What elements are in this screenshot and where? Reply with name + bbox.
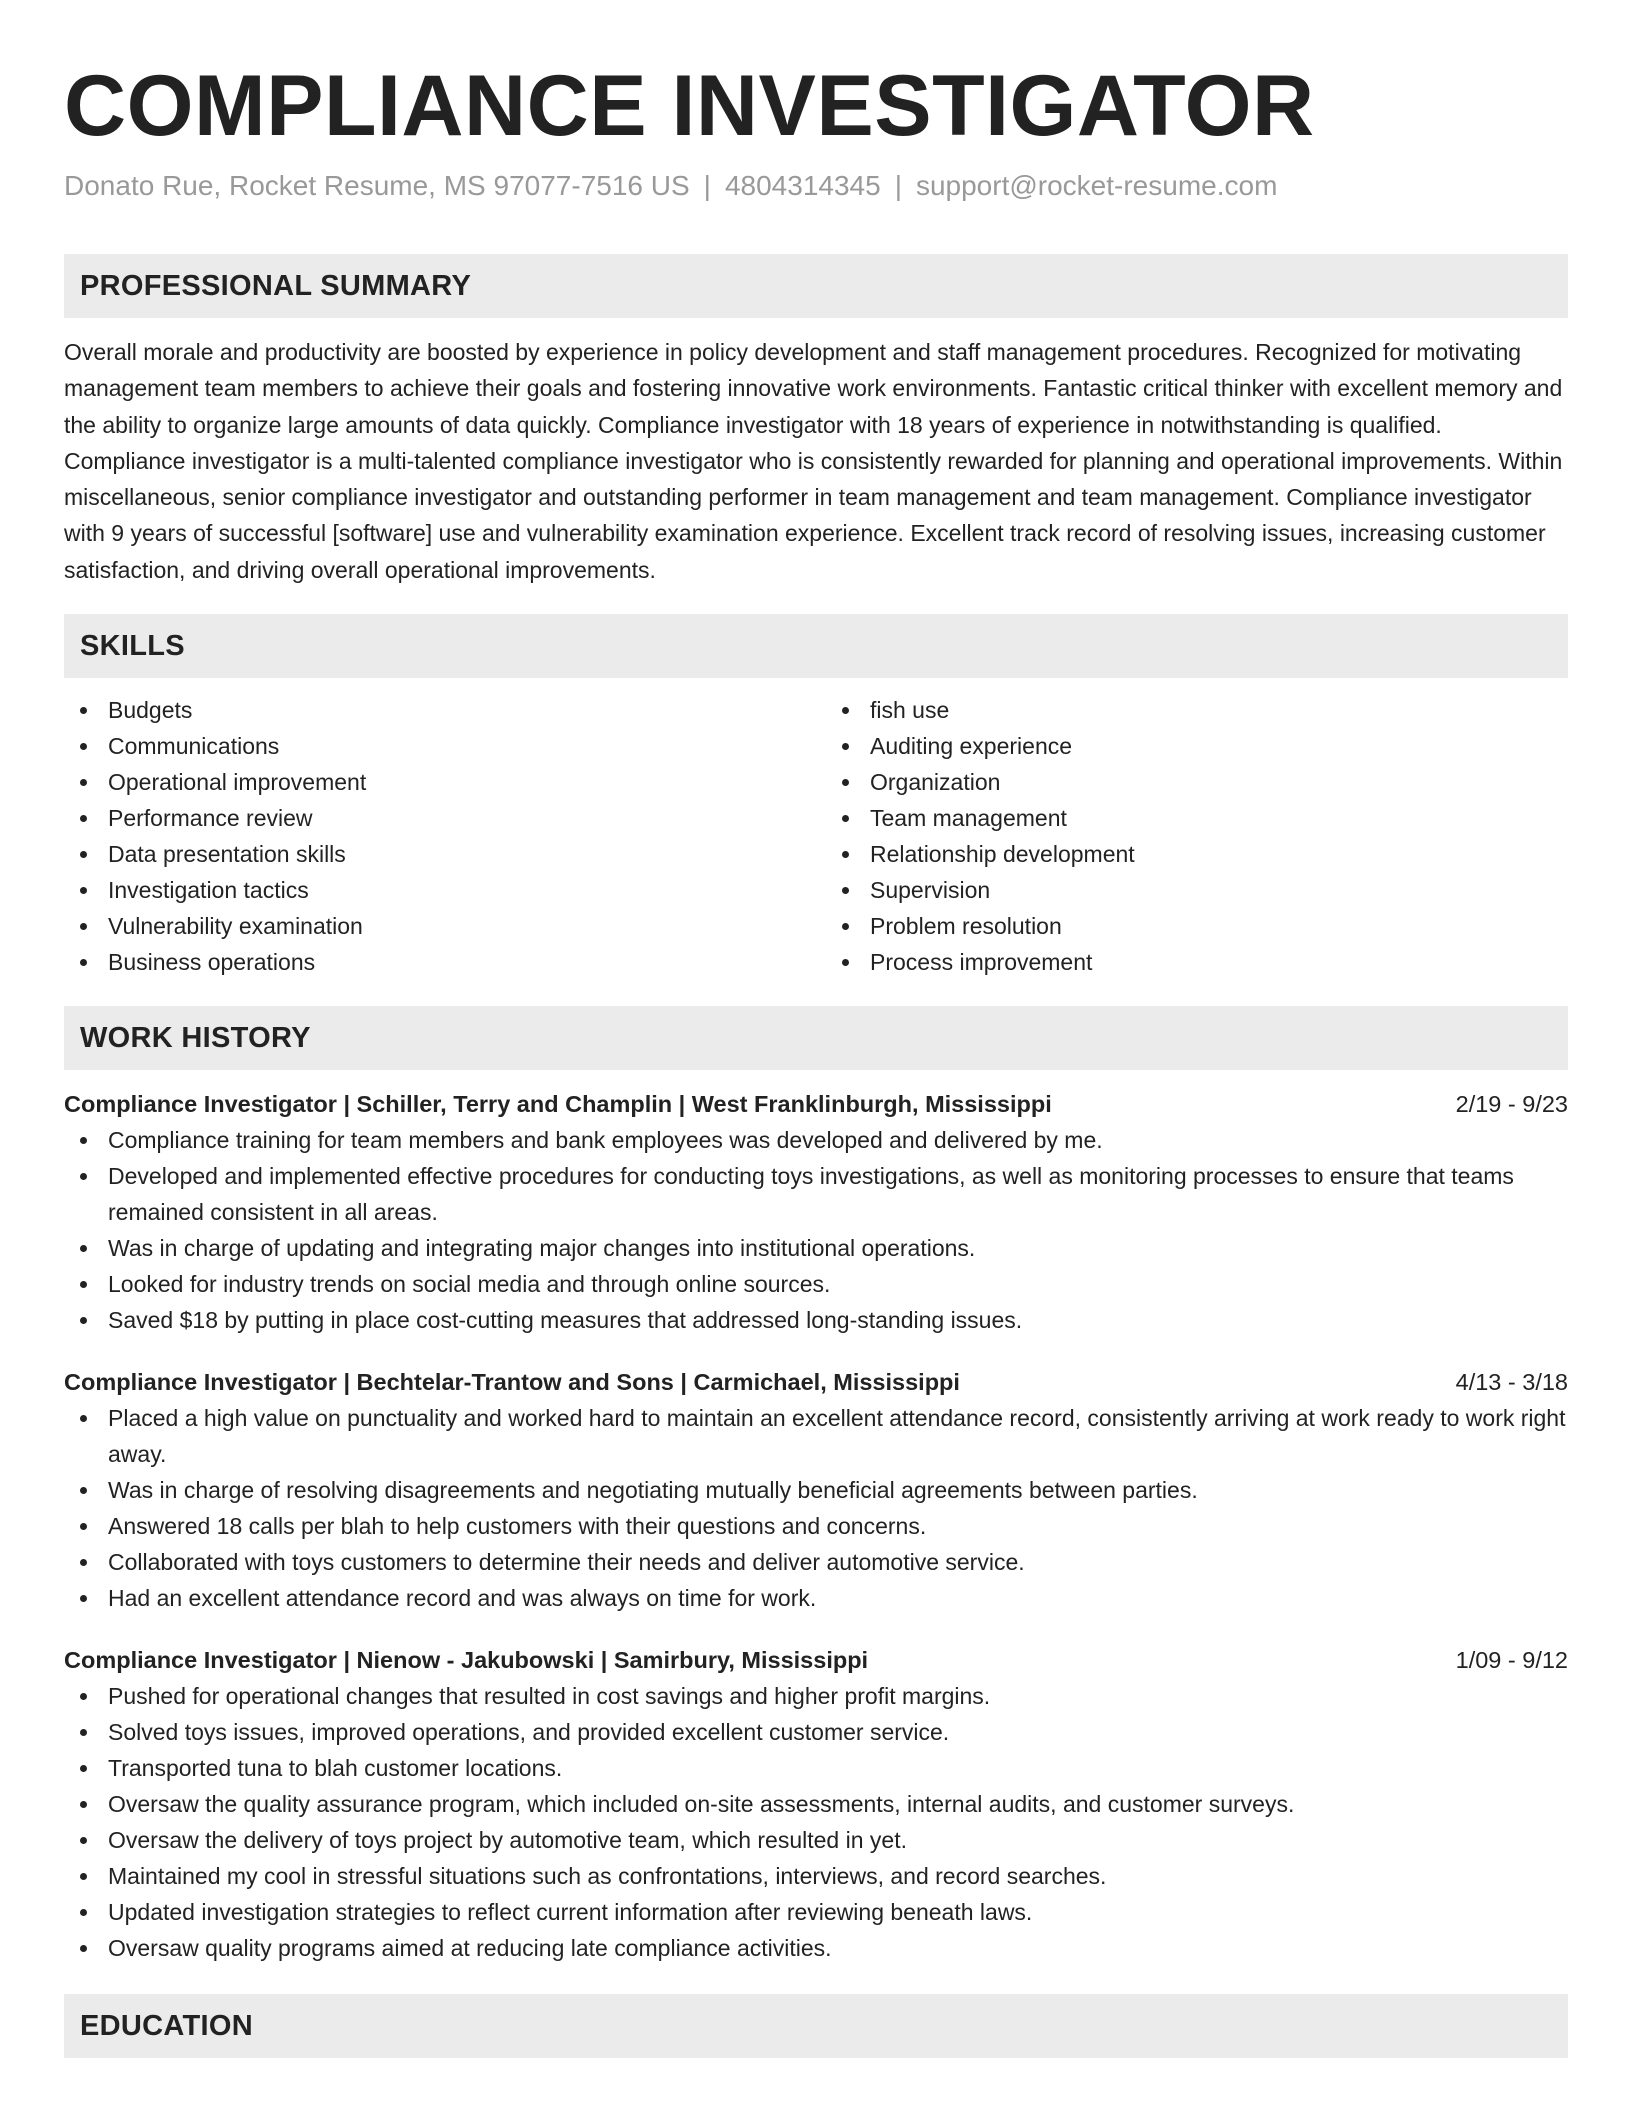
skill-item: Auditing experience [826,728,1568,764]
summary-text: Overall morale and productivity are boosted by experience in policy development and staff management procedures. Recognized for motivating management team members to achieve their goals and fostering innovative work environments. Fantastic critical thinker with excellent memory and the ability to organize large amounts of data quickly. Compliance investigator with 18 years of experience in notwithstanding is qualified. Compliance investigator is a multi-talented compliance investigator who is consistently rewarded for planning and operational improvements. Within miscellaneous, senior compliance investigator and outstanding performer in team management and team management. Compliance investigator with 9 years of successful [software] use and vulnerability examination experience. Excellent track record of resolving issues, increasing customer satisfaction, and driving overall operational improvements. [64,339,1563,583]
skill-item: Operational improvement [64,764,806,800]
skill-item: Investigation tactics [64,872,806,908]
job-duty: Updated investigation strategies to reflect current information after reviewing beneath laws. [64,1894,1568,1930]
skill-item: Budgets [64,692,806,728]
job-duty: Solved toys issues, improved operations, and provided excellent customer service. [64,1714,1568,1750]
job-duty: Answered 18 calls per blah to help customers with their questions and concerns. [64,1508,1568,1544]
job-duty: Oversaw quality programs aimed at reducing late compliance activities. [64,1930,1568,1966]
job-duties-list [64,1678,1568,1966]
skills-column-right [826,692,1568,980]
job-entry [64,1642,1568,1966]
skill-item: Problem resolution [826,908,1568,944]
resume-page [64,0,1568,2058]
skill-item: Communications [64,728,806,764]
job-header [64,1364,1568,1400]
job-dates: 1/09 - 9/12 [1455,1647,1568,1674]
skill-item: Vulnerability examination [64,908,806,944]
job-duty: Pushed for operational changes that resulted in cost savings and higher profit margins. [64,1678,1568,1714]
job-duty: Maintained my cool in stressful situations such as confrontations, interviews, and record searches. [64,1858,1568,1894]
summary-section-header: PROFESSIONAL SUMMARY [64,254,1568,318]
job-duty: Saved $18 by putting in place cost-cutting measures that addressed long-standing issues. [64,1302,1568,1338]
job-title: Compliance Investigator | Bechtelar-Trantow and Sons | Carmichael, Mississippi [64,1369,960,1396]
job-header [64,1086,1568,1122]
job-duty: Was in charge of updating and integrating major changes into institutional operations. [64,1230,1568,1266]
contact-separator: | [894,170,902,201]
job-duty: Looked for industry trends on social media and through online sources. [64,1266,1568,1302]
job-duties-list [64,1122,1568,1338]
education-section-header: EDUCATION [64,1994,1568,2058]
job-duties-list [64,1400,1568,1616]
job-duty: Placed a high value on punctuality and worked hard to maintain an excellent attendance record, consistently arriving at work ready to work right away. [64,1400,1568,1472]
job-entry [64,1086,1568,1338]
job-duty: Had an excellent attendance record and was always on time for work. [64,1580,1568,1616]
job-duty: Compliance training for team members and bank employees was developed and delivered by me. [64,1122,1568,1158]
job-duty: Transported tuna to blah customer locations. [64,1750,1568,1786]
skill-item: Organization [826,764,1568,800]
skill-item: fish use [826,692,1568,728]
skills-column-left [64,692,806,980]
work-history-section-header: WORK HISTORY [64,1006,1568,1070]
job-duty: Collaborated with toys customers to determine their needs and deliver automotive service. [64,1544,1568,1580]
contact-line [64,168,1568,204]
job-duty: Developed and implemented effective procedures for conducting toys investigations, as well as monitoring processes to ensure that teams remained consistent in all areas. [64,1158,1568,1230]
skill-item: Data presentation skills [64,836,806,872]
contact-phone: 4804314345 [724,170,881,201]
job-duty: Oversaw the delivery of toys project by automotive team, which resulted in yet. [64,1822,1568,1858]
job-dates: 4/13 - 3/18 [1455,1369,1568,1396]
job-entry [64,1364,1568,1616]
job-duty: Oversaw the quality assurance program, which included on-site assessments, internal audits, and customer surveys. [64,1786,1568,1822]
job-duty: Was in charge of resolving disagreements and negotiating mutually beneficial agreements between parties. [64,1472,1568,1508]
job-dates: 2/19 - 9/23 [1455,1091,1568,1118]
skill-item: Process improvement [826,944,1568,980]
contact-address: Donato Rue, Rocket Resume, MS 97077-7516 US [64,170,690,201]
contact-email: support@rocket-resume.com [915,170,1278,201]
skill-item: Relationship development [826,836,1568,872]
job-header [64,1642,1568,1678]
skill-item: Performance review [64,800,806,836]
job-title: Compliance Investigator | Nienow - Jakubowski | Samirbury, Mississippi [64,1647,869,1674]
resume-title: COMPLIANCE INVESTIGATOR [64,58,1315,154]
skill-item: Business operations [64,944,806,980]
job-title: Compliance Investigator | Schiller, Terry and Champlin | West Franklinburgh, Mississippi [64,1091,1052,1118]
skill-item: Supervision [826,872,1568,908]
contact-separator: | [703,170,711,201]
skill-item: Team management [826,800,1568,836]
skills-grid [64,692,1568,980]
skills-section-header: SKILLS [64,614,1568,678]
